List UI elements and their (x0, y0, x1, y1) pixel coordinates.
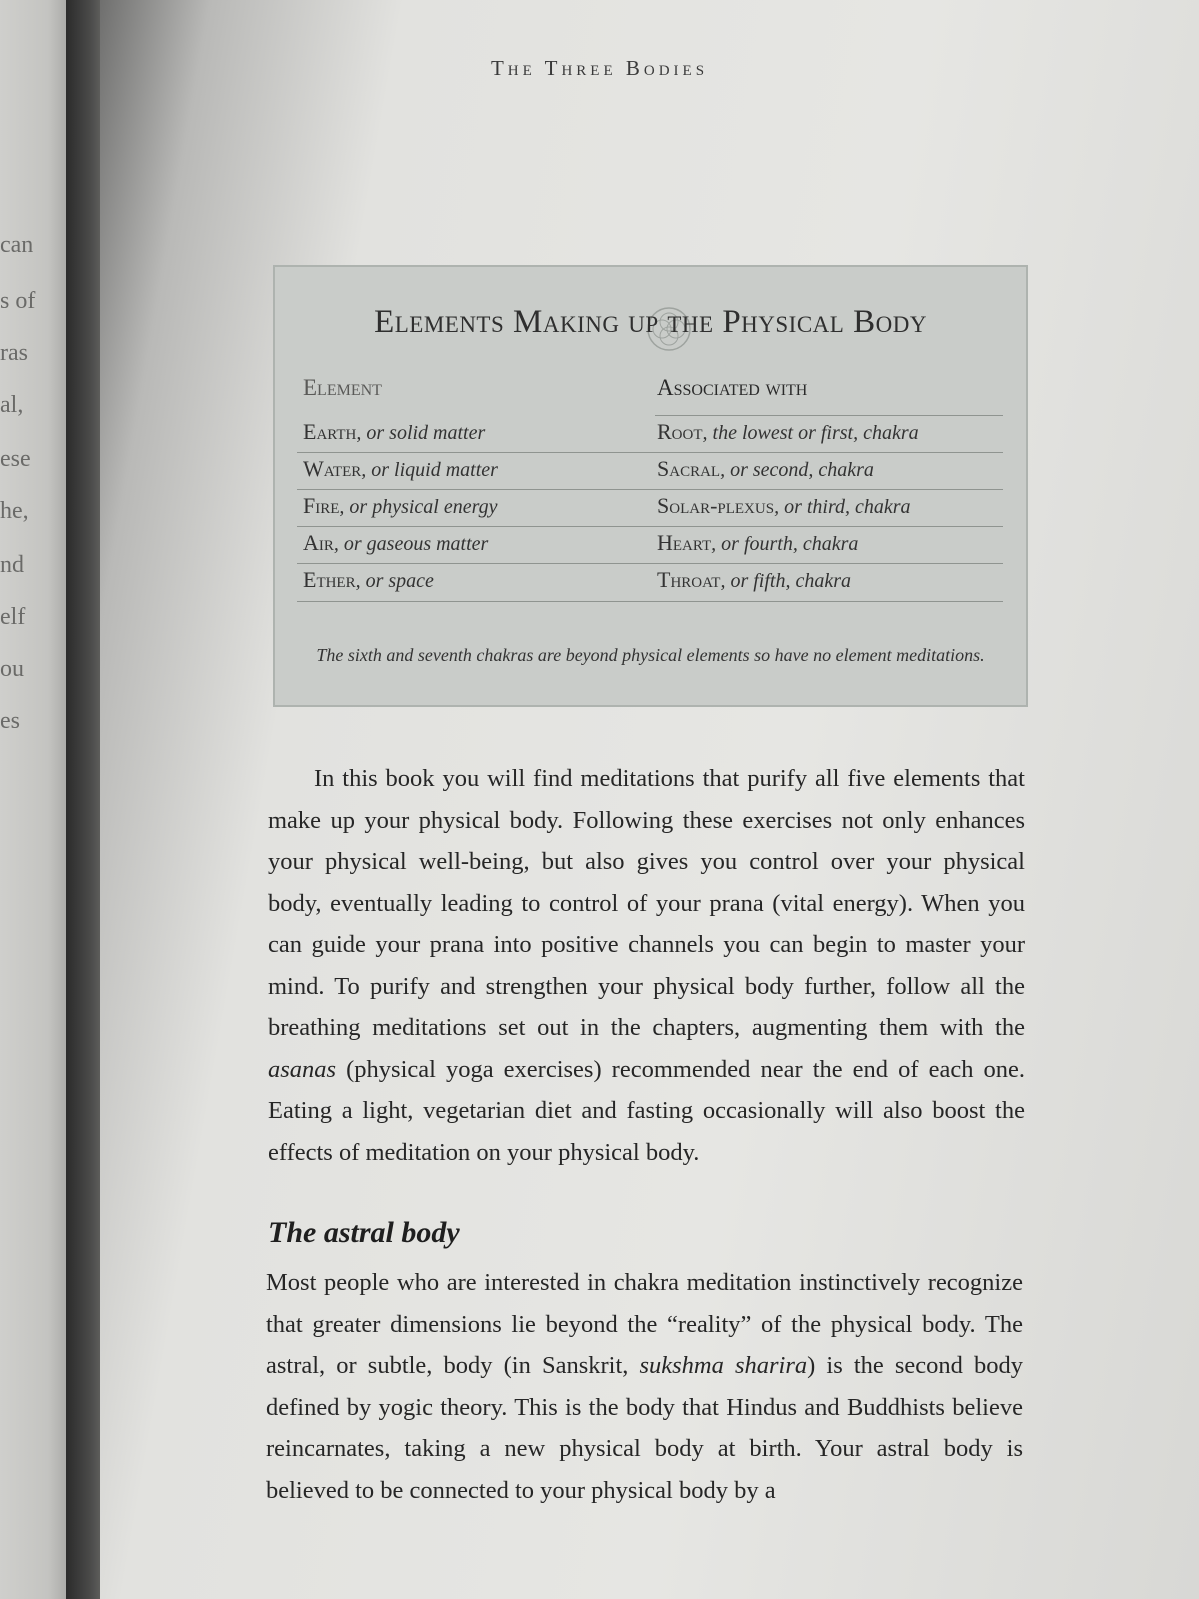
element-cell: Fire, or physical energy (303, 493, 498, 518)
element-cell: Ether, or space (303, 567, 434, 592)
paragraph-text: Most people who are interested in chakra meditation instinctively recognize that greater dimensions lie beyond the “reality” of the physical body. The astral, or subtle, body (in Sanskrit, sukshma sharira) is the second body defined by yogic theory. This is the body that Hindus and Buddhists believe reincarnates, taking a new physical body at birth. Your astral body is believed to be connected to your physical body by a (266, 1269, 1024, 1504)
paragraph-text: In this book you will find meditations that purify all five elements that make up your physical body. Following these exercises not only enhances your physical well-being, but also gives you control over your physical body, eventually leading to control of your prana (vital energy). When you can guide your prana into positive channels you can begin to master your mind. To purify and strengthen your physical body further, follow all the breathing meditations set out in the chapters, augmenting them with the asanas (physical yoga exercises) recommended near the end of each one. Eating a light, vegetarian diet and fasting occasionally will also boost the effects of meditation on your physical body. (268, 765, 1025, 1166)
left-page-fragment: ou (0, 656, 24, 682)
table-footnote: The sixth and seventh chakras are beyond physical elements so have no element meditations. (316, 645, 985, 665)
table-row (275, 524, 1026, 560)
table-row (275, 487, 1026, 523)
column-header-element: Element (303, 375, 382, 400)
element-cell: Water, or liquid matter (303, 456, 498, 481)
chakra-cell: Heart, or fourth, chakra (657, 530, 859, 555)
table-row (275, 450, 1026, 486)
element-cell: Air, or gaseous matter (303, 530, 489, 555)
left-page-fragment: al, (0, 392, 24, 418)
chakra-cell: Root, the lowest or first, chakra (657, 419, 919, 444)
left-page-fragment: he, (0, 498, 29, 524)
table-title: Elements Making up the Physical Body (374, 304, 927, 340)
chakra-cell: Sacral, or second, chakra (657, 456, 874, 481)
left-page-fragment: can (0, 232, 34, 258)
running-head: The Three Bodies (490, 56, 709, 80)
section-heading: The astral body (268, 1216, 460, 1249)
chakra-cell: Throat, or fifth, chakra (657, 567, 851, 592)
left-page-fragment: es (0, 708, 20, 734)
column-header-associated: Associated with (657, 375, 808, 400)
paragraph-astral-body (266, 1262, 1023, 1511)
table-rule (297, 601, 1003, 602)
left-page-fragment: ese (0, 446, 31, 472)
left-page-fragment: elf (0, 604, 26, 630)
table-row (275, 413, 1026, 449)
element-cell: Earth, or solid matter (303, 419, 486, 444)
table-row (275, 561, 1026, 597)
elements-table (273, 265, 1028, 707)
paragraph-elements (268, 758, 1025, 1173)
left-page-fragment: ras (0, 340, 28, 366)
chakra-cell: Solar-plexus, or third, chakra (657, 493, 911, 518)
left-page-fragment: s of (0, 288, 36, 314)
left-page-fragment: nd (0, 552, 24, 578)
